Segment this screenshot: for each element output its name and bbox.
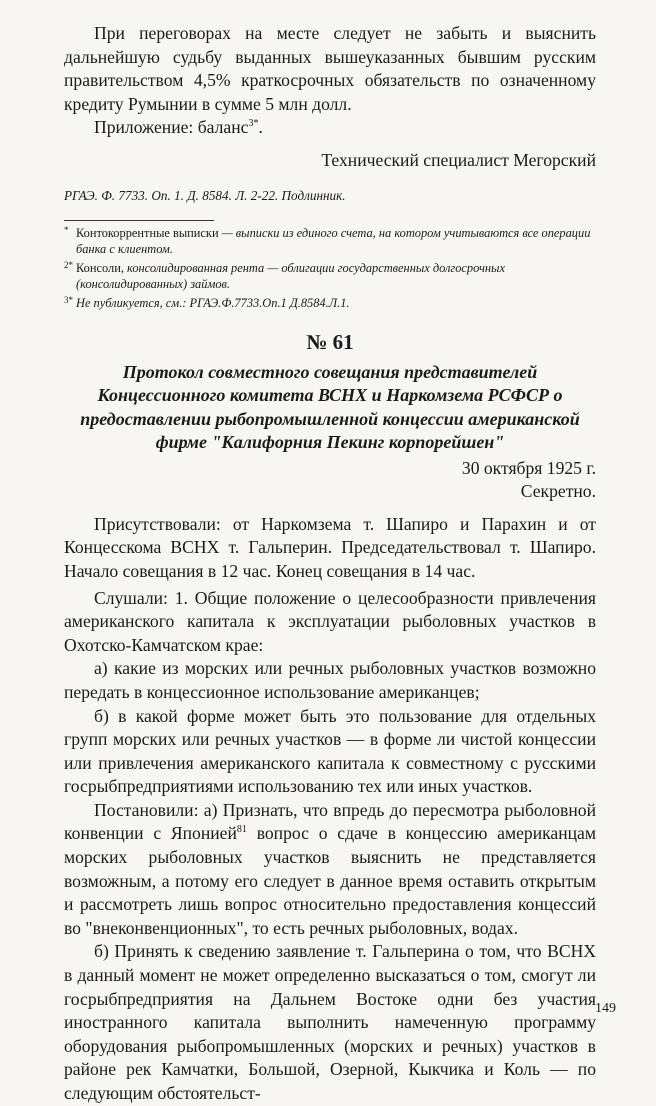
resolved-a-footnote-mark: 81 (236, 824, 247, 836)
page-number: 149 (595, 1001, 616, 1016)
attachment-footnote-mark: 3* (248, 118, 259, 130)
opening-paragraph: При переговорах на месте следует не забыть и выяснить дальнейшую судьбу выданных вышеуказанных бывшим русским правительством 4,5% краткосрочных обязательств по означенному кредиту Румынии в сумме 5 млн долл. (64, 23, 596, 114)
resolved-a-rest: вопрос о сдаче в концессию американцам морских рыболовных участков выяснить не представляется возможным, а потому его следует в данное время оставить открытым и рассмотреть лишь вопрос относительно предоставления концессий во "внеконвенционных", то есть речных рыболовных, водах. (64, 823, 596, 938)
heard-paragraph: Слушали: 1. Общие положение о целесообразности привлечения американского капитала к эксплуатации рыболовных участков в Охотско-Камчатском крае: (64, 587, 596, 655)
attachment-end: . (258, 117, 263, 138)
page-content (64, 22, 596, 1106)
signature: Технический специалист Мегорский (321, 149, 596, 170)
footnote-text: — выписки из единого счета, на котором учитываются все операции банка с клиентом. (76, 225, 591, 256)
document-status: Секретно. (520, 481, 596, 502)
heard-item-a: а) какие из морских или речных рыболовных участков возможно передать в концессионное использование американцев; (64, 658, 596, 702)
footnote-text: Не публикуется, см.: РГАЭ.Ф.7733.Оп.1 Д.8584.Л.1. (76, 295, 350, 310)
footnote: * Контокоррентные выписки — выписки из единого счета, на котором учитываются все операции банка с клиентом. (64, 224, 591, 256)
document-number: № 61 (306, 329, 354, 354)
resolved-item-b: б) Принять к сведению заявление т. Гальперина о том, что ВСНХ в данный момент не может определенно высказаться о том, смогут ли госрыбпредприятия на Дальнем Востоке одни без участия иностранного капитала выполнить намеченную программу оборудования рыбопромышленных (морских и речных) участков в районе рек Камчатки, Большой, Озерной, Кыкчика и Коль — по следующим обстоятельст- (64, 941, 596, 1103)
attachment-text: Приложение: баланс (94, 117, 249, 138)
resolved-item-a (64, 799, 596, 941)
footnote: 3* Не публикуется, см.: РГАЭ.Ф.7733.Оп.1 Д.8584.Л.1. (64, 294, 350, 310)
present-paragraph: Присутствовали: от Наркомзема т. Шапиро и Парахин и от Концесскома ВСНХ т. Гальперин. Председательствовал т. Шапиро. Начало совещания в 12 час. Конец совещания в 14 час. (64, 513, 596, 581)
document-title: Протокол совместного совещания представителей Концессионного комитета ВСНХ и Наркомзема РСФСР о предоставлении рыбопромышленной концессии американской фирме "Калифорния Пекинг корпорейшен" (80, 361, 580, 453)
heard-item-b: б) в какой форме может быть это пользование для отдельных групп морских или речных участков — в форме ли чистой концессии или привлечения американского капитала к совместному с русскими госрыбпредприятиями использованию тех или иных участков. (64, 705, 596, 797)
archive-reference: РГАЭ. Ф. 7733. Оп. 1. Д. 8584. Л. 2-22. Подлинник. (64, 187, 346, 203)
footnote-text: консолидированная рента — облигации государственных долгосрочных (консолидированных) займов. (76, 260, 505, 291)
attachment-line (64, 116, 596, 140)
resolved-a-start: Постановили: а) Признать, что впредь до пересмотра рыболовной конвенции с Японией (64, 799, 596, 844)
footnote-term: Консоли, (76, 260, 124, 275)
footnote-divider (64, 220, 214, 221)
footnote-term: Контокоррентные выписки (76, 225, 219, 240)
document-date: 30 октября 1925 г. (461, 457, 596, 478)
footnote: 2* Консоли, консолидированная рента — облигации государственных долгосрочных (консолидированных) займов. (64, 259, 505, 291)
